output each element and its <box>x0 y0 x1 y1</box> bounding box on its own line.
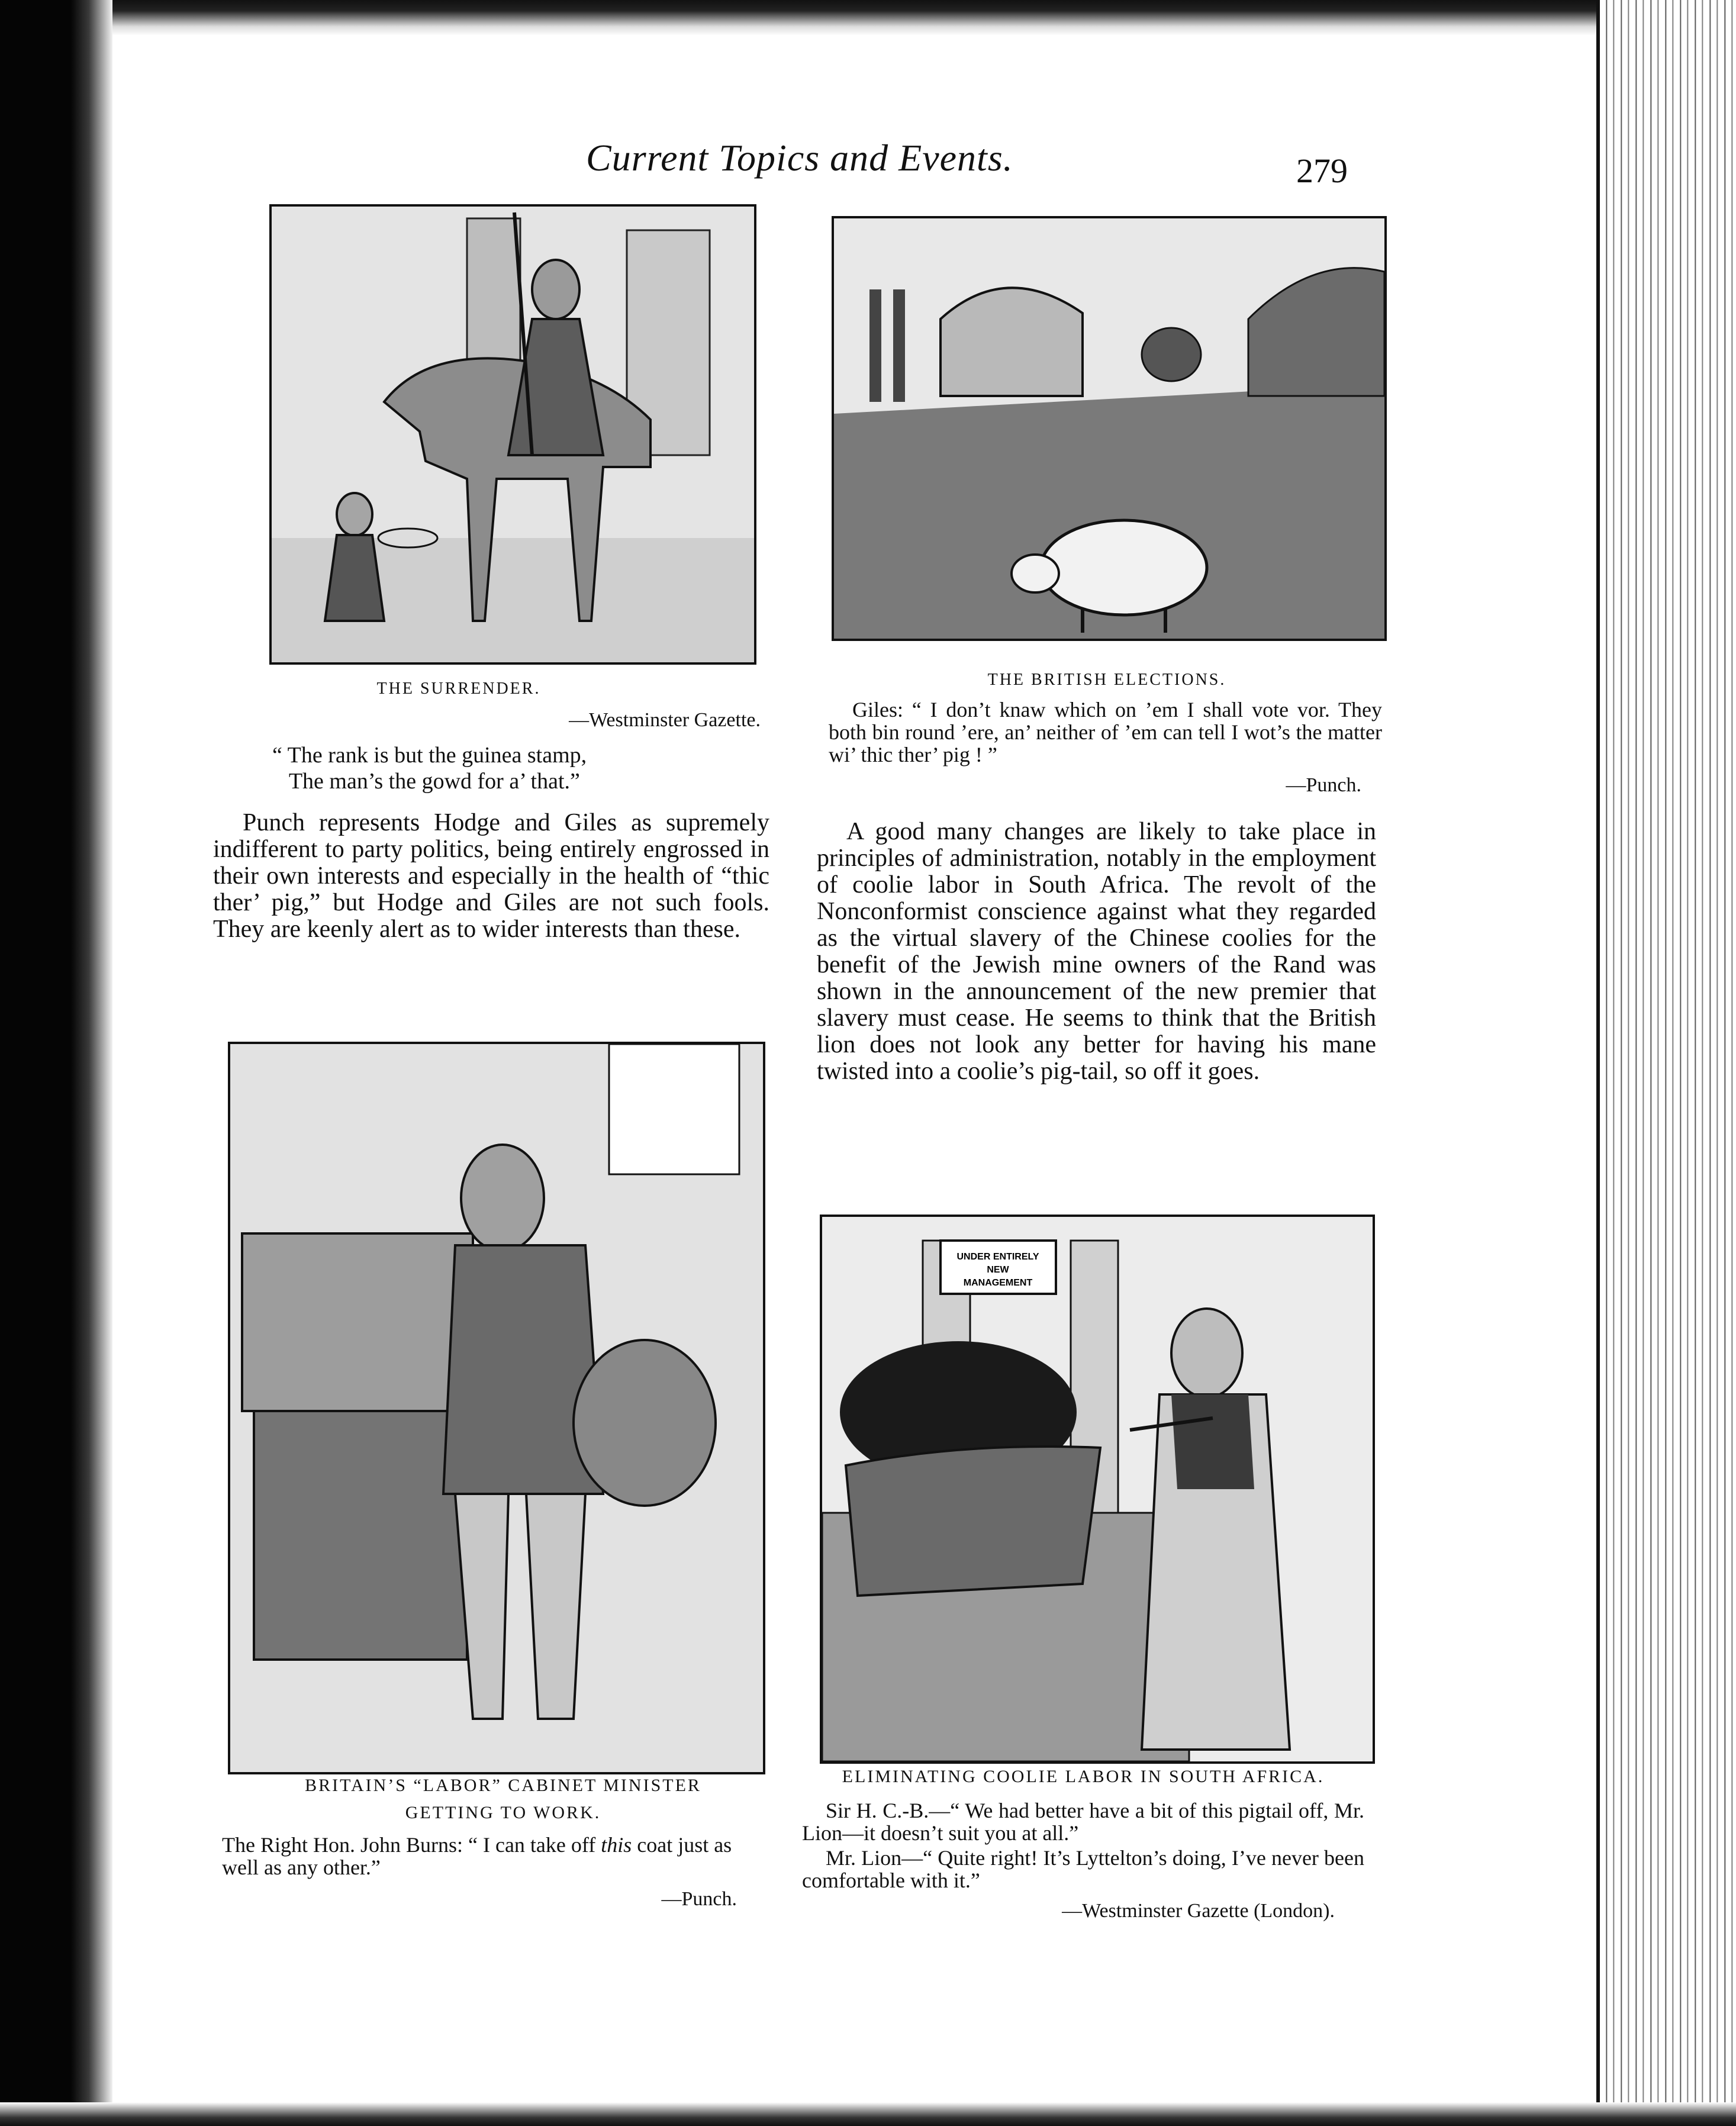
page-edge-top <box>0 0 1736 36</box>
caption-labor-cabinet-minister <box>222 1834 766 1879</box>
credit-coolie-labor: —Westminster Gazette (London). <box>1062 1900 1335 1922</box>
caption-labor-prefix: The Right Hon. John Burns: “ I can take off <box>222 1833 601 1857</box>
caption-british-elections: Giles: “ I don’t knaw which on ’em I shall vote vor. They both bin round ’ere, an’ neither of ’em can tell I wot’s the matter wi’ thic ther’ pig ! ” <box>829 698 1382 766</box>
minister-at-desk-illustration <box>230 1044 763 1772</box>
cartoon-labor-cabinet-minister <box>228 1042 765 1774</box>
body-paragraph-right: A good many changes are likely to take place in principles of administration, notably in the employment of coolie labor in South Africa. The revolt of the Nonconformist conscience against what they regarded as the virtual slavery of the Chinese coolies for the benefit of the Jewish mine owners of the Rand was shown in the announcement of the new premier that slavery must cease. He seems to think that the British lion does not look any better for having his mane twisted into a coolie’s pig-tail, so off it goes. <box>817 818 1376 1085</box>
cartoon-british-elections <box>832 216 1387 641</box>
cartoon-the-surrender <box>269 204 756 665</box>
caption-title-coolie-labor: ELIMINATING COOLIE LABOR IN SOUTH AFRICA. <box>842 1767 1325 1786</box>
pig-in-field-illustration <box>834 218 1384 639</box>
running-header-title: Current Topics and Events. <box>586 137 1013 179</box>
caption-title-labor-line1: BRITAIN’S “LABOR” CABINET MINISTER <box>305 1776 701 1795</box>
caption-labor-emphasis: this <box>601 1833 632 1857</box>
sign-line1: UNDER ENTIRELY <box>956 1252 1039 1262</box>
caption-coolie-line1: Sir H. C.-B.—“ We had better have a bit of this pigtail off, Mr. Lion—it doesn’t suit you at all.” <box>802 1799 1364 1845</box>
credit-british-elections: —Punch. <box>1286 774 1361 796</box>
body-paragraph-left: Punch represents Hodge and Giles as supremely indifferent to party politics, being entirely engrossed in their own interests and especially in the health of “thic ther’ pig,” but Hodge and Giles are not such fools. They are keenly alert as to wider interests than these. <box>213 809 769 943</box>
barber-cutting-lion-pigtail-illustration <box>822 1217 1373 1761</box>
credit-labor-cabinet-minister: —Punch. <box>661 1888 737 1910</box>
caption-title-british-elections: THE BRITISH ELECTIONS. <box>987 671 1226 689</box>
caption-labor-suffix: coat just as well as any other.” <box>222 1833 732 1879</box>
caption-title-the-surrender: THE SURRENDER. <box>376 679 541 698</box>
page-number: 279 <box>1296 152 1348 190</box>
knight-on-horse-illustration <box>272 207 754 662</box>
caption-coolie-line2: Mr. Lion—“ Quite right! It’s Lyttelton’s doing, I’ve never been comfortable with it.” <box>802 1846 1364 1892</box>
sign-line2: NEW <box>987 1265 1009 1275</box>
verse-quotation: “ The rank is but the guinea stamp, The man’s the gowd for a’ that.” <box>272 743 587 794</box>
sign-line3: MANAGEMENT <box>963 1278 1033 1288</box>
caption-title-labor-line2: GETTING TO WORK. <box>405 1803 601 1822</box>
management-sign <box>941 1241 1056 1294</box>
page-binding-shadow <box>0 0 112 2126</box>
page-stack-edge <box>1596 0 1736 2126</box>
credit-the-surrender: —Westminster Gazette. <box>569 709 761 731</box>
cartoon-eliminating-coolie-labor <box>820 1215 1375 1764</box>
page-edge-bottom <box>0 2102 1736 2126</box>
